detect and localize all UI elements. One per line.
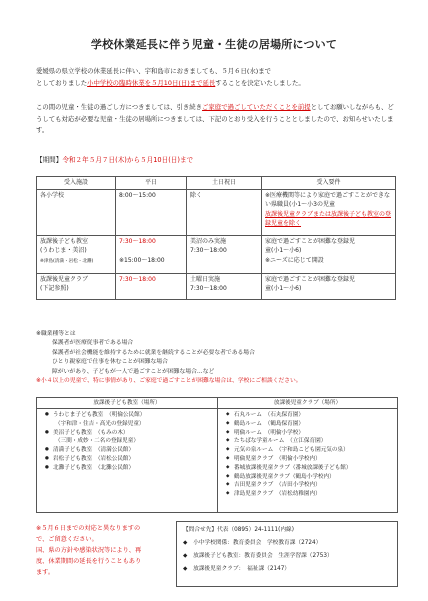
header-requirements: 受入要件 <box>262 177 396 190</box>
list-item: ◆ 明倫ルーム （明倫小学校） <box>234 429 397 438</box>
afterschool-club-list <box>218 411 397 499</box>
list-item: ◆ 番城放課後児童クラブ（番城放課後子ども館） <box>234 464 397 473</box>
cell-requirements <box>262 189 396 235</box>
afterschool-club-column <box>218 398 397 512</box>
cell-requirements <box>262 273 396 299</box>
cell-facility <box>37 235 116 273</box>
list-item: ◆ 鶴島放課後児童クラブ（鶴島小学校内） <box>234 473 397 482</box>
period-line <box>36 154 193 164</box>
intro-paragraph <box>36 66 396 89</box>
list-item: ◆ 吉田児童クラブ （吉田小学校内） <box>234 481 397 490</box>
cell-weekday <box>116 273 187 299</box>
list-item: ◆ 津島児童クラブ （岩松幼稚園内） <box>234 490 397 499</box>
facility-name: 放課後児童クラブ <box>40 275 89 283</box>
policy-text-a: この間の児童・生徒の過ごし方につきましては、引き続き <box>36 103 203 111</box>
weekday-hours: 7:30～18:00 <box>119 275 156 283</box>
intro-extension-highlight: 小中学校の臨時休業を５月10日(日)まで延長 <box>87 78 216 87</box>
req-exclusion: 放課後児童クラブまたは放課後子ども教室の登録児童を除く <box>265 210 392 227</box>
note-item: 保護者が医療従事者である場合 <box>52 340 134 347</box>
cell-weekday: 8:00～15:00 <box>116 189 187 235</box>
req-note: ※ニーズに応じて開設 <box>265 256 324 264</box>
list-item: ● 北灘子ども教室 （北灘公民館） <box>53 464 217 473</box>
note-grade4: ※小４以上の児童で、特に事情があり、ご家庭で過ごすことが困難な場合は、学校にご相談ください。 <box>36 378 302 385</box>
policy-home-highlight: ご家庭で過ごしていただくことを前提 <box>202 103 311 111</box>
table-header-row <box>37 177 396 190</box>
contact-phone: 代表（0895）24-1111(内線) <box>217 527 294 533</box>
note-item: 保護者が社会機能を維持するために就業を継続することが必要な者である場合 <box>52 349 255 356</box>
table-row <box>37 273 396 299</box>
contact-item: ◆ 放課後子ども教室：教育委員会 生涯学習課（2753） <box>183 553 333 559</box>
notes-section <box>36 330 396 386</box>
table-row <box>37 189 396 235</box>
intro-line2b: することを決定いたしました。 <box>215 78 305 87</box>
list-item: ● 美沼子ども教室 （もみの木） （三間・成妙・二名の登録児童） <box>53 429 217 447</box>
policy-paragraph <box>36 102 396 137</box>
contact-box <box>176 521 398 587</box>
list-item: ◆ 石丸ルーム （石丸保育園） <box>234 411 397 420</box>
holiday-hours: 7:30～18:00 <box>190 247 227 254</box>
contact-title: 【問合せ先】 <box>183 527 218 533</box>
caution-note <box>36 523 146 578</box>
header-holiday: 土日祝日 <box>187 177 262 190</box>
holiday-text: 土曜日実施 <box>190 275 221 283</box>
note-heading: ※職業種等とは <box>36 331 76 337</box>
list-item: ● 清満子ども教室 （清満公民館） <box>53 446 217 455</box>
kids-classroom-header: 放課後子ども教室（場所） <box>37 398 217 409</box>
list-item: ◆ 鶴島ルーム （鶴島保育園） <box>234 420 397 429</box>
cell-requirements <box>262 235 396 273</box>
note-item: ひとり親家庭で仕事を休むことが困難な場合 <box>52 359 168 366</box>
contact-title-row <box>177 525 397 535</box>
facility-name: 放課後子ども教室 <box>40 237 89 245</box>
note-item: 障がいがあり、子どもが一人で過ごすことが困難な場合…など <box>52 368 215 375</box>
afterschool-club-header: 放課後児童クラブ（場所） <box>218 398 397 409</box>
req-text: 家庭で過ごすことが困難な登録児 <box>265 237 356 245</box>
req-text: 童(小1～小6) <box>265 247 302 254</box>
cell-holiday: 除く <box>187 189 262 235</box>
cell-facility: 各小学校 <box>37 189 116 235</box>
holiday-hours: 7:30～18:00 <box>190 285 227 292</box>
page-title: 学校休業延長に伴う児童・生徒の居場所について <box>90 38 338 51</box>
caution-black: 国、県の方針や感染状況等により、再度、休業期間の延長を行うこともあります。 <box>36 547 142 576</box>
cell-weekday <box>116 235 187 273</box>
facility-sub: (うわじま・美沼) <box>40 247 87 254</box>
holiday-text: 美沼のみ実施 <box>190 237 227 245</box>
intro-line2a: としておりました <box>36 78 88 87</box>
policy-text-b: としてお願いしながらも、どうしても対応が必要な児童・生徒の居場所につきましては、下記のとおり受入を行うこととしましたので、お知らせいたします。 <box>36 103 394 134</box>
period-value: 令和２年５月７日(木)から５月10日(日)まで <box>62 156 194 164</box>
cell-holiday <box>187 273 262 299</box>
caution-red: ※５月６日までの対応と異なりますので、ご留意ください。 <box>36 525 141 543</box>
period-label: 【期間】 <box>36 156 63 164</box>
kids-classroom-column <box>37 398 218 512</box>
req-text: ※医療機関等により家庭で過ごすことができない県職員(小1～小3の児童 <box>265 191 391 208</box>
facility-sub: (下記参照) <box>40 285 69 292</box>
list-item: ◆ 元気の泉ルーム （宇和島こども園元気の泉） <box>234 446 397 455</box>
list-item: ● うわじま子ども教室 （明倫公民館） （宇和津・住吉・高光の登録児童） <box>53 411 217 429</box>
facility-note: ※津島(清満・岩松・北灘) <box>40 258 94 264</box>
contact-item: ◆ 放課後児童クラブ： 福祉課（2147） <box>183 566 290 572</box>
table-row <box>37 235 396 273</box>
header-facility: 受入施設 <box>37 177 116 190</box>
header-weekday: 平日 <box>116 177 187 190</box>
list-item: ● 岩松子ども教室 （岩松公民館） <box>53 455 217 464</box>
weekday-hours-note: ※15:00～18:00 <box>119 256 165 264</box>
weekday-hours: 7:30～18:00 <box>119 237 156 245</box>
acceptance-table <box>36 176 396 300</box>
cell-facility <box>37 273 116 299</box>
list-item: ◆ たちばな学童ルーム （立江保育園） <box>234 437 397 446</box>
locations-box <box>36 397 398 513</box>
cell-holiday <box>187 235 262 273</box>
list-item: ◆ 明倫児童クラブ （明倫小学校内） <box>234 455 397 464</box>
req-text: 童(小1～小6) <box>265 285 302 292</box>
req-text: 家庭で過ごすことが困難な登録児 <box>265 275 356 283</box>
intro-line1: 愛媛県の県立学校の休業延長に伴い、宇和島市におきましても、５月６日(水)まで <box>36 67 272 75</box>
contact-item: ◆ 小中学校関係：教育委員会 学校教育課（2724） <box>183 540 322 546</box>
kids-classroom-list <box>37 411 217 473</box>
